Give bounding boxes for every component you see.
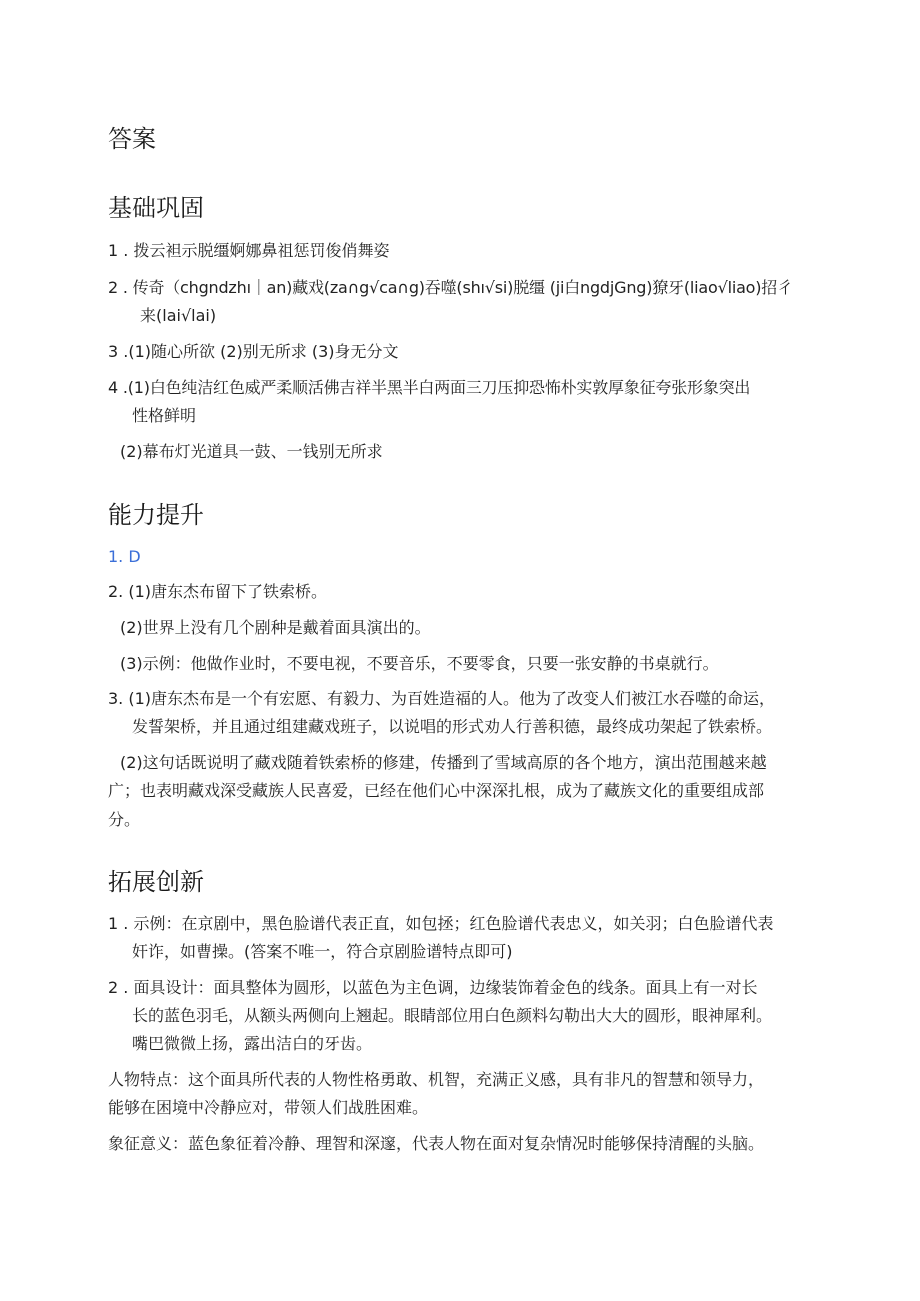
ability-item-3-part2-cont1: 广；也表明藏戏深受藏族人民喜爱，已经在他们心中深深扎根，成为了藏族文化的重要组成部 — [108, 781, 765, 800]
symbolic-meaning: 象征意义：蓝色象征着冷静、理智和深邃，代表人物在面对复杂情况时能够保持清醒的头脑。 — [108, 1134, 765, 1153]
basic-item-4-cont: 性格鲜明 — [132, 406, 197, 425]
expand-item-2-cont2: 嘴巴微微上扬，露出洁白的牙齿。 — [132, 1034, 373, 1053]
ability-item-3-part2: (2)这句话既说明了藏戏随着铁索桥的修建，传播到了雪域高原的各个地方，演出范围越来越 — [120, 753, 767, 772]
basic-item-3: 3 .(1)随心所欲 (2)别无所求 (3)身无分文 — [108, 342, 399, 361]
ability-item-1: 1. D — [108, 547, 141, 566]
ability-item-2: 2. (1)唐东杰布留下了铁索桥。 — [108, 582, 328, 601]
ability-item-3: 3. (1)唐东杰布是一个有宏愿、有毅力、为百姓造福的人。他为了改变人们被江水吞噬的命运， — [108, 689, 776, 708]
page-title: 答案 — [108, 125, 156, 153]
ability-item-3-cont: 发誓架桥，并且通过组建藏戏班子，以说唱的形式劝人行善积德，最终成功架起了铁索桥。 — [132, 717, 773, 736]
ability-item-2-part2: (2)世界上没有几个剧种是戴着面具演出的。 — [120, 618, 431, 637]
expand-item-1-cont: 奸诈，如曹操。(答案不唯一，符合京剧脸谱特点即可) — [132, 942, 513, 961]
basic-item-2: 2 . 传奇（chgndzhı｜an)藏戏(za∩g√ca∩g)吞噬(shı√si)脱缰 (ji白ngdjGng)獠牙(liao√liao)招彳 — [108, 278, 793, 297]
basic-item-4-part2: (2)幕布灯光道具一鼓、一钱别无所求 — [120, 442, 383, 461]
ability-item-3-part2-cont2: 分。 — [108, 810, 141, 829]
basic-item-4: 4 .(1)白色纯洁红色威严柔顺活佛吉祥半黑半白两面三刀压抑恐怖朴实敦厚象征夸张形象突出 — [108, 378, 751, 397]
character-traits-cont: 能够在困境中冷静应对，带领人们战胜困难。 — [108, 1098, 429, 1117]
basic-item-2-cont: 来(lai√lai) — [140, 306, 217, 325]
expand-item-2: 2 . 面具设计：面具整体为圆形，以蓝色为主色调，边缘装饰着金色的线条。面具上有一对长 — [108, 978, 758, 997]
section-heading-ability: 能力提升 — [108, 501, 204, 529]
expand-item-2-cont1: 长的蓝色羽毛，从额头两侧向上翘起。眼睛部位用白色颜料勾勒出大大的圆形，眼神犀利。 — [132, 1006, 773, 1025]
basic-item-1: 1 . 拨云袒示脱缰婀娜鼻祖惩罚俊俏舞姿 — [108, 241, 390, 260]
character-traits: 人物特点：这个面具所代表的人物性格勇敢、机智，充满正义感，具有非凡的智慧和领导力， — [108, 1070, 765, 1089]
ability-item-2-part3: (3)示例：他做作业时，不要电视，不要音乐，不要零食，只要一张安静的书桌就行。 — [120, 654, 719, 673]
expand-item-1: 1 . 示例：在京剧中，黑色脸谱代表正直，如包拯；红色脸谱代表忠义，如关羽；白色脸谱代表 — [108, 914, 774, 933]
section-heading-basic: 基础巩固 — [108, 194, 204, 222]
section-heading-expand: 拓展创新 — [108, 868, 204, 896]
